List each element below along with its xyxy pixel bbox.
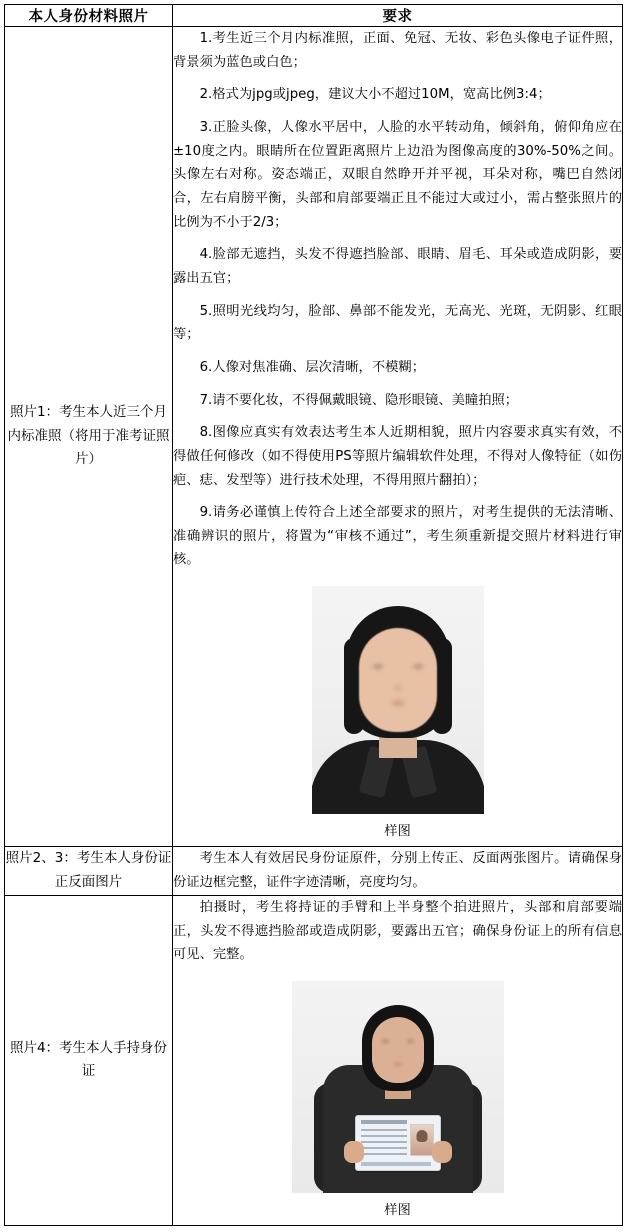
requirement-item: 2.格式为jpg或jpeg，建议大小不超过10M，宽高比例3:4；	[199, 87, 551, 103]
requirement-item: 6.人像对焦准确、层次清晰，不模糊；	[199, 359, 426, 375]
row-content-photo4	[173, 895, 623, 1226]
row-label-photo1: 照片1：考生本人近三个月内标准照（将用于准考证照片）	[5, 27, 173, 847]
sample-photo-block-holding-id	[173, 981, 622, 1225]
id-headshot-image	[312, 586, 484, 814]
row-content-photo1	[173, 27, 623, 847]
row-content-photo23	[173, 846, 623, 895]
sample-photo-caption: 样图	[384, 824, 411, 840]
header-cell-material: 本人身份材料照片	[5, 5, 173, 27]
requirement-item: 7.请不要化妆，不得佩戴眼镜、隐形眼镜、美瞳拍照；	[199, 392, 519, 408]
requirement-item: 考生本人有效居民身份证原件，分别上传正、反面两张图片。请确保身份证边框完整，证件字迹清晰，亮度均匀。	[173, 850, 622, 890]
table-row	[5, 27, 623, 847]
requirement-item: 9.请务必谨慎上传符合上述全部要求的照片，对考生提供的无法清晰、准确辨识的照片，将置为“审核不通过”，考生须重新提交照片材料进行审核。	[173, 505, 622, 568]
table-row	[5, 846, 623, 895]
requirements-table	[4, 4, 623, 1226]
requirement-item: 1.考生近三个月内标准照，正面、免冠、无妆、彩色头像电子证件照，背景须为蓝色或白色；	[173, 31, 622, 70]
header-cell-requirement: 要求	[173, 5, 623, 27]
table-header-row	[5, 5, 623, 27]
row-label-photo4: 照片4：考生本人手持身份证	[5, 895, 173, 1226]
id-card-graphic	[355, 1115, 441, 1171]
sample-photo-caption: 样图	[384, 1203, 411, 1219]
requirement-item: 拍摄时，考生将持证的手臂和上半身整个拍进照片，头部和肩部要端正，头发不得遮挡脸部或造成阴影，要露出五官；确保身份证上的所有信息可见、完整。	[173, 899, 622, 963]
row-label-photo23: 照片2、3：考生本人身份证正反面图片	[5, 846, 173, 895]
requirement-item: 4.脸部无遮挡，头发不得遮挡脸部、眼睛、眉毛、耳朵或造成阴影，要露出五官；	[173, 247, 622, 286]
requirement-item: 5.照明光线均匀，脸部、鼻部不能发光，无高光、光斑，无阴影、红眼等；	[173, 303, 622, 343]
requirement-item: 3.正脸头像，人像水平居中，人脸的水平转动角，倾斜角，俯仰角应在±10度之内。眼睛所在位置距离照片上边沿为图像高度的30%-50%之间。头像左右对称。姿态端正，双眼自然睁开并平视，耳朵对称，嘴巴自然闭合，左右肩膀平衡，头部和肩部要端正且不能过大或过小，需占整张照片的比例为不小于2/3；	[173, 119, 622, 230]
sample-photo-block-headshot	[173, 586, 622, 846]
holding-id-card-image	[292, 981, 504, 1193]
table-row	[5, 895, 623, 1226]
requirement-item: 8.图像应真实有效表达考生本人近期相貌，照片内容要求真实有效，不得做任何修改（如不得使用PS等照片编辑软件处理，不得对人像特征（如伤疤、痣、发型等）进行技术处理，不得用照片翻拍）；	[173, 425, 622, 488]
